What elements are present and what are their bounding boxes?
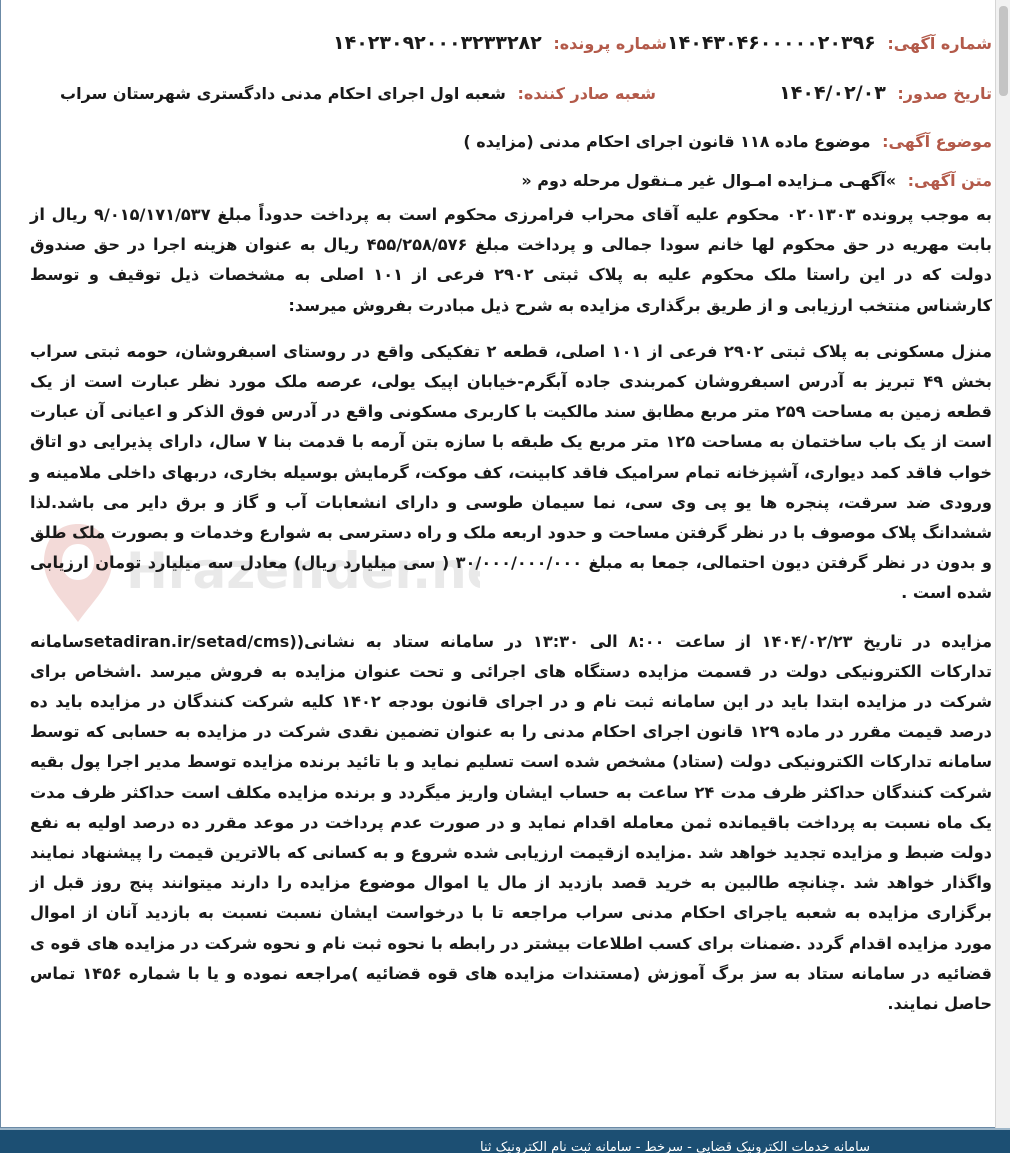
footer-text[interactable]: سامانه خدمات الکترونیک قضایی - سرخط - سامانه ثبت نام الکترونیک ثنا (480, 1140, 870, 1155)
issuer-field (60, 84, 656, 103)
watermark-text: Hrazender.n (126, 542, 467, 600)
vertical-scrollbar[interactable] (995, 0, 1010, 1128)
ad-document (30, 26, 992, 1019)
meta-row-1 (30, 26, 992, 60)
ad-number-field (667, 32, 992, 54)
subject-label: موضوع آگهی: (882, 132, 992, 151)
meta-row-2 (30, 76, 992, 110)
ad-text-label: متن آگهی: (907, 171, 992, 190)
ad-number-label: شماره آگهی: (887, 34, 992, 53)
issuer-value: شعبه اول اجرای احکام مدنی دادگستری شهرستان سراب (60, 83, 506, 103)
paragraph-property: منزل مسکونی به پلاک ثبتی ۲۹۰۲ فرعی از ۱۰۱ اصلی، قطعه ۲ تفکیکی واقع در روستای اسبفروشان، حومه ثبتی سراب بخش ۴۹ تبریز به آدرس اسبفروشان کمربندی جاده آبگرم-خیابان اپیک یولی، عرصه ملک مورد نظر عبارت است از یک قطعه زمین به مساحت ۲۵۹ متر مربع مطابق سند مالکیت با کاربری مسکونی واقع در آدرس فوق الذکر و اعیانی آن عبارت است از یک باب ساختمان به مساحت ۱۲۵ متر مربع یک طبقه با سازه بتن آرمه با قدمت بنا ۷ سال، دارای پذیرایی دو اتاق خواب فاقد کمد دیواری، آشپزخانه تمام سرامیک فاقد کابینت، کف موکت، گرمایش بوسیله بخاری، دربهای داخلی ملامینه و ورودی ضد سرقت، پنجره ها یو پی وی سی، نما سیمان طوسی و دارای انشعابات آب و گاز و برق دایر می باشد.لذا ششدانگ پلاک موصوف با در نظر گرفتن مساحت و حدود اربعه ملک و راه دسترسی به شوارع وخدمات و بصورت ملک طلق و بدون در نظر گرفتن دیون احتمالی، جمعا به مبلغ ۳۰/۰۰۰/۰۰۰/۰۰۰ ( سی میلیارد ریال) معادل سه میلیارد تومان ارزیابی شده است . (30, 341, 992, 603)
case-number-field (333, 32, 667, 54)
paragraph-case: به موجب پرونده ۰۲۰۱۳۰۳ محکوم علیه آقای محراب فرامرزی محکوم است به پرداخت حدوداً مبلغ ۹/۰۱۵/۱۷۱/۵۳۷ ریال از بابت مهریه در حق محکوم لها خانم سودا جمالی و پرداخت مبلغ ۴۵۵/۲۵۸/۵۷۶ ریال به عنوان هزینه اجرا در حق صندوق دولت که در این راستا ملک محکوم علیه به پلاک ثبتی ۲۹۰۲ فرعی از ۱۰۱ اصلی به مشخصات ذیل توقیف و توسط کارشناس منتخب ارزیابی و از طریق برگذاری مزایده به شرح ذیل مبادرت بفروش میرسد: (30, 205, 993, 315)
case-number-label: شماره پرونده: (553, 34, 668, 53)
issue-date-label: تاریخ صدور: (897, 84, 992, 103)
case-number-value: ۱۴۰۲۳۰۹۲۰۰۰۳۲۳۳۲۸۲ (333, 32, 542, 54)
scrollbar-thumb[interactable] (999, 6, 1008, 96)
ad-text-title: »آگهـی مـزایده امـوال غیر مـنقول مرحله دوم « (521, 171, 897, 190)
paragraph-auction: مزایده در تاریخ ۱۴۰۴/۰۲/۲۳ از ساعت ۸:۰۰ الی ۱۳:۳۰ در سامانه ستاد به نشانی((setadiran.ir/setad/cmsسامانه تدارکات الکترونیکی دولت در قسمت مزایده دستگاه های اجرائی و تحت عنوان مزایده به فروش میرسد .اشخاص برای شرکت در مزایده ابتدا باید در این سامانه ثبت نام و در اجرای قانون بودجه ۱۴۰۲ کلیه شرکت کنندگان در مزایده باید ده درصد قیمت مقرر در ماده ۱۲۹ قانون اجرای احکام مدنی را به عنوان تضمین نقدی شرکت در مزایده به حسابی که توسط سامانه تدارکات الکترونیکی دولت (ستاد) مشخص شده است تسلیم نماید و با تائید برنده مزایده توسط مدیر اجرا پول بقیه شرکت کنندگان حداکثر ظرف مدت ۲۴ ساعت به حساب ایشان واریز میگردد و برنده مزایده مکلف است حداکثر ظرف مدت یک ماه نسبت به پرداخت باقیمانده ثمن معامله اقدام نماید و در صورت عدم پرداخت در موعد مقرر ده درصد اولیه به نفع دولت ضبط و مزایده تجدید خواهد شد .مزایده ازقیمت ارزیابی شده شروع و به کسانی که بالاترین قیمت را پیشنهاد نمایند واگذار خواهد شد .چنانچه طالبین به خرید قصد بازدید از مال یا اموال موضوع مزایده را دارند میتوانند پنج روز قبل از برگزاری مزایده به شعبه یاجرای احکام مدنی سراب مراجعه تا با درخواست ایشان نسبت نسبت به بازدید آنان از اموال مورد مزایده اقدام گردد .ضمنات برای کسب اطلاعات بیشتر در رابطه با نحوه ثبت نام و نحوه شرکت در مزایده های قوه ی قضائیه در سامانه ستاد به سز برگ آموزش (مستندات مزایده های قوه قضائیه )مراجعه نموده و یا با شماره ۱۴۵۶ تماس حاصل نمایند. (30, 631, 993, 1014)
issuer-label: شعبه صادر کننده: (517, 83, 656, 103)
footer-bar (0, 1128, 1010, 1153)
subject-value: موضوع ماده ۱۱۸ قانون اجرای احکام مدنی (مزایده ) (463, 132, 871, 151)
subject-line (30, 132, 992, 151)
ad-text-line (30, 171, 992, 190)
issue-date-field (779, 82, 992, 104)
issue-date-value: ۱۴۰۴/۰۲/۰۳ (779, 82, 886, 104)
ad-number-value: ۱۴۰۴۳۰۴۶۰۰۰۰۰۲۰۳۹۶ (667, 32, 876, 54)
